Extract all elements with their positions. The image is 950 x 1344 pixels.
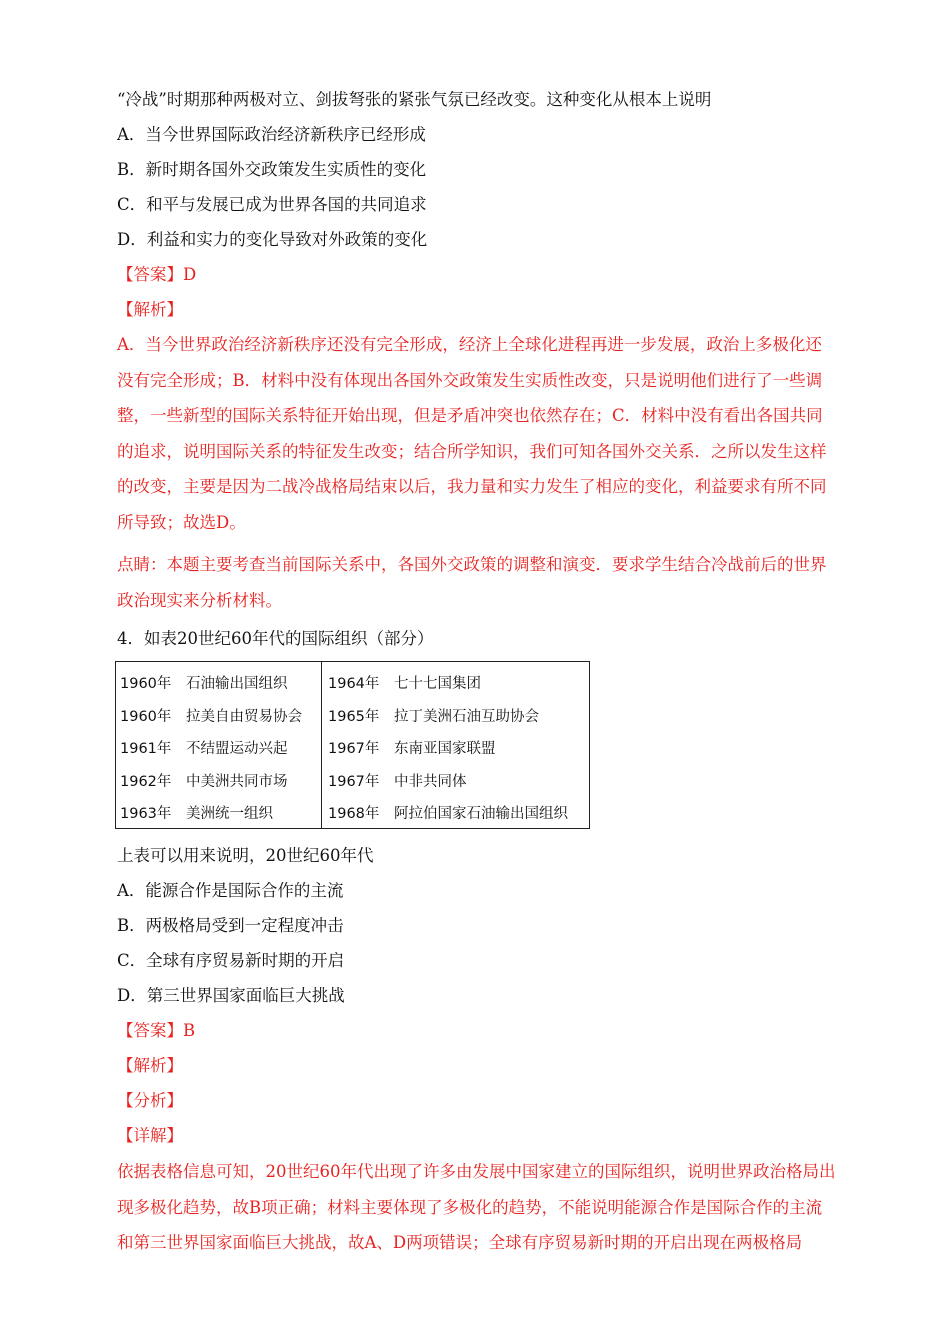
table-row bbox=[328, 766, 568, 799]
table-year: 1963年 bbox=[120, 806, 172, 822]
table-row bbox=[120, 766, 302, 799]
table-row bbox=[120, 701, 302, 734]
q3-comment: 点睛：本题主要考查当前国际关系中，各国外交政策的调整和演变．要求学生结合冷战前后的世界政治现实来分析材料。 bbox=[117, 555, 827, 610]
q3-answer: 【答案】D bbox=[117, 265, 197, 284]
table-org: 中非共同体 bbox=[394, 773, 467, 790]
q4-option-a: A．能源合作是国际合作的主流 bbox=[117, 881, 344, 900]
table-row bbox=[328, 701, 568, 734]
table-divider bbox=[321, 662, 322, 828]
q3-option-a: A．当今世界国际政治经济新秩序已经形成 bbox=[117, 125, 426, 144]
table-year: 1967年 bbox=[328, 741, 380, 757]
q4-option-c: C．全球有序贸易新时期的开启 bbox=[117, 951, 345, 970]
q3-option-d: D．利益和实力的变化导致对外政策的变化 bbox=[117, 230, 428, 249]
q4-question: 上表可以用来说明，20世纪60年代 bbox=[117, 846, 374, 865]
q4-answer: 【答案】B bbox=[117, 1021, 196, 1040]
table-org: 美洲统一组织 bbox=[186, 806, 273, 822]
q3-stem-tail: “冷战”时期那种两极对立、剑拔弩张的紧张气氛已经改变。这种变化从根本上说明 bbox=[117, 90, 712, 109]
table-org: 阿拉伯国家石油输出国组织 bbox=[394, 806, 568, 822]
table-year: 1964年 bbox=[328, 676, 380, 692]
table-org: 石油输出国组织 bbox=[186, 676, 288, 692]
table-org: 不结盟运动兴起 bbox=[186, 741, 288, 757]
table-right-column bbox=[328, 668, 568, 831]
table-row bbox=[328, 798, 568, 831]
q4-fenxi-label: 【分析】 bbox=[117, 1091, 183, 1110]
table-row bbox=[328, 668, 568, 701]
table-row bbox=[120, 733, 302, 766]
q4-explanation: 依据表格信息可知，20世纪60年代出现了许多由发展中国家建立的国际组织，说明世界政治格局出现多极化趋势，故B项正确；材料主要体现了多极化的趋势，不能说明能源合作是国际合作的主流和第三世界国家面临巨大挑战，故A、D两项错误；全球有序贸易新时期的开启出现在两极格局 bbox=[117, 1162, 836, 1252]
q4-xiangjie-label: 【详解】 bbox=[117, 1126, 183, 1145]
table-year: 1962年 bbox=[120, 773, 172, 790]
q3-analysis-label: 【解析】 bbox=[117, 300, 183, 319]
table-org: 拉美自由贸易协会 bbox=[186, 708, 302, 725]
table-year: 1961年 bbox=[120, 741, 172, 757]
table-row bbox=[328, 733, 568, 766]
q3-analysis-text: A．当今世界政治经济新秩序还没有完全形成，经济上全球化进程再进一步发展，政治上多极化还没有完全形成；B．材料中没有体现出各国外交政策发生实质性改变，只是说明他们进行了一些调整，一些新型的国际关系特征开始出现，但是矛盾冲突也依然存在；C．材料中没有看出各国共同的追求，说明国际关系的特征发生改变；结合所学知识，我们可知各国外交关系．之所以发生这样的改变，主要是因为二战冷战格局结束以后，我力量和实力发生了相应的变化，利益要求有所不同所导致；故选D。 bbox=[117, 335, 827, 532]
organization-table bbox=[115, 661, 590, 829]
q3-option-b: B．新时期各国外交政策发生实质性的变化 bbox=[117, 160, 427, 179]
table-row bbox=[120, 798, 302, 831]
table-org: 七十七国集团 bbox=[394, 676, 481, 692]
q4-option-d: D．第三世界国家面临巨大挑战 bbox=[117, 986, 345, 1005]
q4-analysis-label: 【解析】 bbox=[117, 1056, 183, 1075]
q4-option-b: B．两极格局受到一定程度冲击 bbox=[117, 916, 344, 935]
table-org: 东南亚国家联盟 bbox=[394, 741, 496, 757]
table-year: 1965年 bbox=[328, 708, 380, 725]
table-year: 1960年 bbox=[120, 676, 172, 692]
table-left-column bbox=[120, 668, 302, 831]
q3-option-c: C．和平与发展已成为世界各国的共同追求 bbox=[117, 195, 427, 214]
q4-stem: 4．如表20世纪60年代的国际组织（部分） bbox=[117, 629, 434, 648]
table-org: 拉丁美洲石油互助协会 bbox=[394, 708, 539, 725]
table-org: 中美洲共同市场 bbox=[186, 773, 288, 790]
table-year: 1967年 bbox=[328, 773, 380, 790]
table-year: 1968年 bbox=[328, 806, 380, 822]
table-row bbox=[120, 668, 302, 701]
table-year: 1960年 bbox=[120, 708, 172, 725]
